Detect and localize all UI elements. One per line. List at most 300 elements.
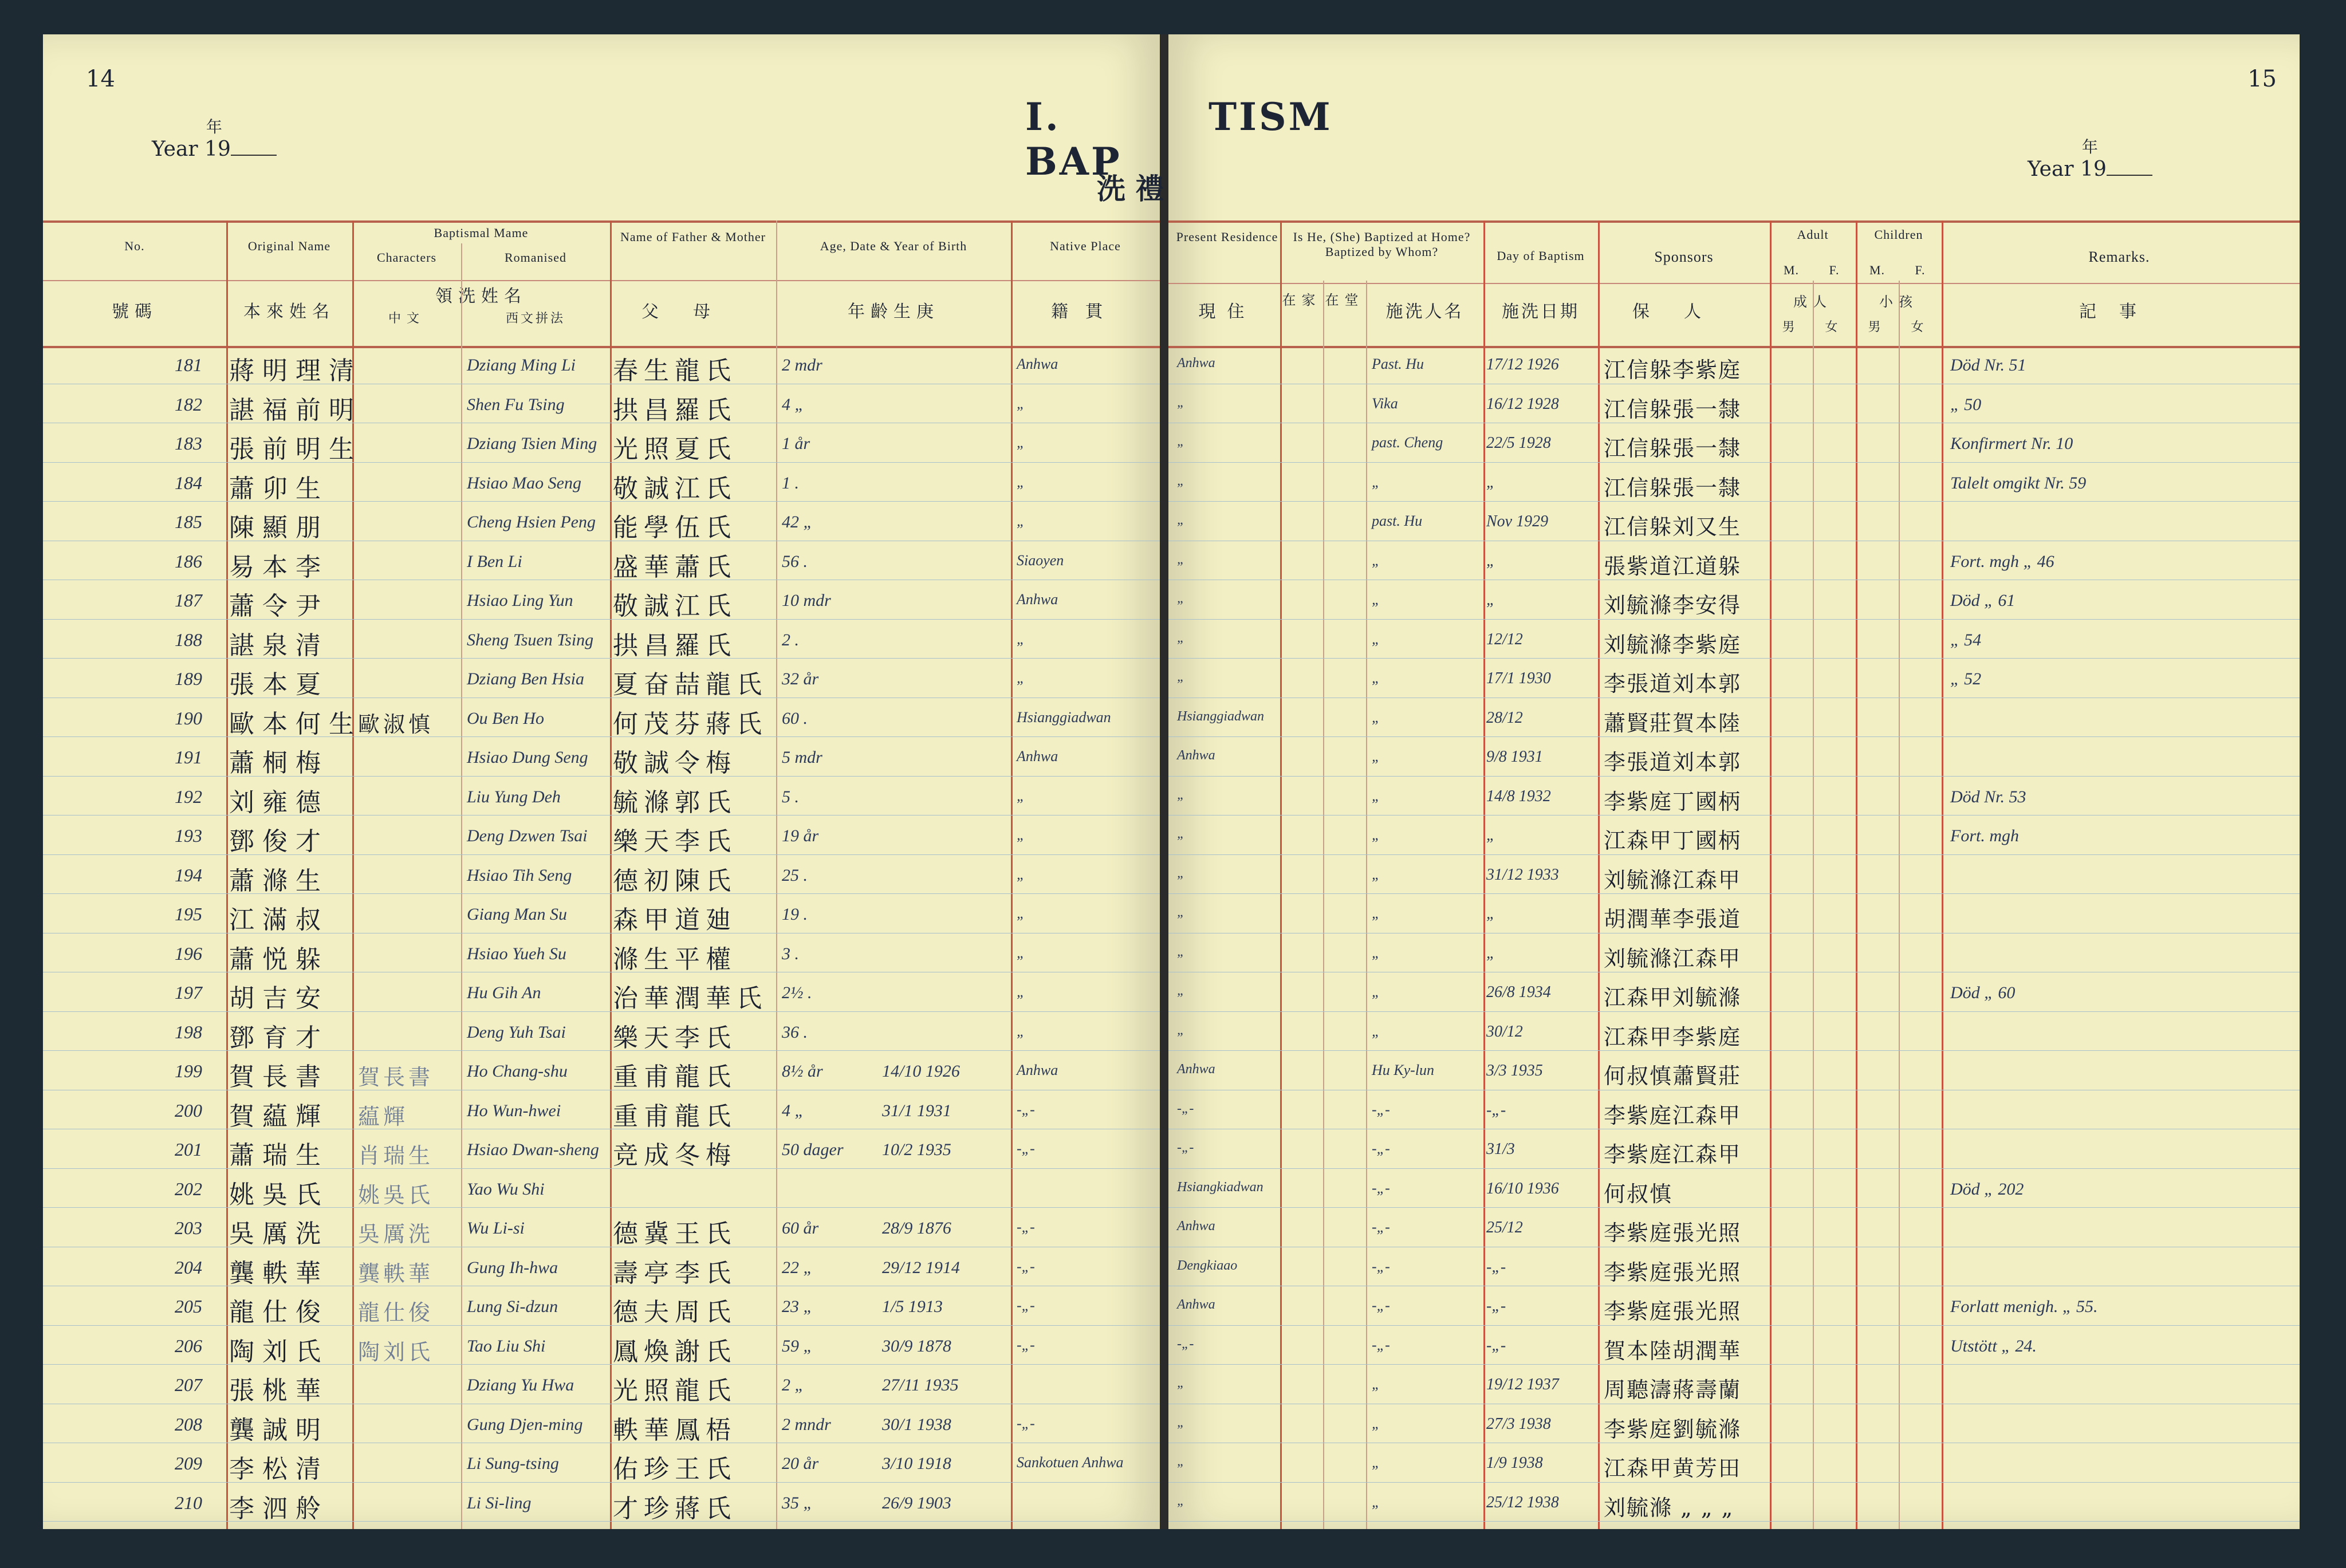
romanised-name: Sheng Tsuen Tsing (467, 630, 594, 649)
col-children-header: Children (1874, 227, 1923, 242)
present-residence: Anhwa (1177, 356, 1215, 371)
age: 20 år (782, 1454, 819, 1473)
baptism-day: „ (1486, 944, 1495, 962)
baptism-day: 3/3 1935 (1486, 1062, 1543, 1080)
original-name: 龔誠明 (229, 1415, 329, 1445)
birth-date: 26/9 1903 (882, 1493, 951, 1512)
romanised-name: Dziang Tsien Ming (467, 434, 597, 453)
col-parents-header-cn: 父母 (641, 302, 745, 322)
romanised-name: Li Sung-tsing (467, 1454, 559, 1473)
col-sponsors-header: Sponsors (1654, 249, 1714, 265)
present-residence: „ (1177, 1022, 1185, 1038)
original-name: 張前明生 (229, 435, 362, 464)
parents-names: 樂天李氏 (613, 1023, 737, 1053)
entry-number: 200 (175, 1100, 202, 1121)
present-residence: Anhwa (1177, 1219, 1215, 1234)
age: 4 „ (782, 395, 805, 414)
baptized-by: „ (1372, 1493, 1380, 1510)
native-place: Anhwa (1017, 1062, 1058, 1078)
parents-names: 重甫龍氏 (613, 1062, 737, 1092)
row-rule (43, 893, 1160, 894)
sponsors: 張紫道江道躲 (1604, 553, 1742, 579)
original-name: 李松清 (229, 1455, 329, 1484)
baptismal-characters: 吳厲洗 (358, 1222, 434, 1247)
original-name: 蕭瑞生 (229, 1141, 329, 1170)
original-name: 諶福前明 (229, 395, 362, 425)
remarks: „ 54 (1950, 630, 1982, 649)
row-rule (43, 1050, 1160, 1051)
native-place: Siaoyen (1017, 551, 1064, 569)
register-title-right: TISM (1209, 94, 1333, 139)
row-rule (43, 854, 1160, 855)
header-right (1168, 220, 2300, 348)
col-residence-header-cn: 現住 (1198, 302, 1256, 322)
romanised-name: Ho Wun-hwei (467, 1101, 561, 1120)
romanised-name: Li Si-ling (467, 1493, 532, 1512)
native-place: -„- (1017, 1297, 1035, 1314)
parents-names: 敬誠江氏 (613, 592, 737, 621)
sponsors: 何叔慎 (1604, 1181, 1673, 1207)
baptismal-characters: 姚吳氏 (358, 1182, 434, 1208)
original-name: 蕭卯生 (229, 474, 329, 503)
col-home-header-cn: 在家 (1282, 292, 1321, 308)
original-name: 刘雍德 (229, 787, 329, 817)
col-adult-header-cn: 成人 (1793, 294, 1832, 310)
col-date-header-cn: 施洗日期 (1502, 302, 1580, 322)
baptized-by: past. Cheng (1372, 434, 1443, 451)
romanised-name: Dziang Ben Hsia (467, 669, 584, 688)
remarks: Död „ 60 (1950, 983, 2016, 1002)
original-name: 張本夏 (229, 670, 329, 699)
left-page (43, 34, 1160, 1529)
age: 2 . (782, 630, 799, 649)
remarks: Konfirmert Nr. 10 (1950, 434, 2073, 453)
baptism-day: 14/8 1932 (1486, 787, 1551, 805)
present-residence: „ (1177, 1376, 1185, 1390)
parents-names: 德初陳氏 (613, 866, 737, 896)
sponsors: 江信躲張一隸 (1604, 436, 1742, 461)
row-rule (43, 658, 1160, 659)
present-residence: „ (1177, 1415, 1185, 1430)
entry-number: 185 (175, 511, 202, 532)
sponsors: 周聽濤蔣壽蘭 (1604, 1377, 1742, 1402)
baptized-by: „ (1372, 1022, 1380, 1039)
baptism-day: „ (1486, 551, 1495, 570)
baptism-day: „ (1486, 826, 1495, 844)
romanised-name: Dziang Yu Hwa (467, 1376, 574, 1394)
sponsors: 李紫庭劉毓滌 (1604, 1416, 1742, 1442)
parents-names: 軼華鳳梧 (613, 1415, 737, 1445)
baptismal-characters: 藴輝 (358, 1104, 409, 1129)
age: 35 „ (782, 1493, 813, 1512)
native-place: Anhwa (1017, 591, 1058, 608)
parents-names: 敬誠江氏 (613, 474, 737, 503)
sponsors: 李紫庭張光照 (1604, 1220, 1742, 1246)
entry-number: 192 (175, 786, 202, 807)
baptized-by: „ (1372, 865, 1380, 883)
row-rule (43, 736, 1160, 737)
age: 10 mdr (782, 591, 831, 610)
parents-names: 敬誠令梅 (613, 748, 737, 778)
parents-names: 鳳煥謝氏 (613, 1337, 737, 1366)
age: 60 år (782, 1219, 819, 1238)
col-children-female-cn: 女 (1911, 320, 1930, 334)
sponsors: 刘毓滌江森甲 (1604, 945, 1742, 971)
present-residence: „ (1177, 395, 1185, 410)
col-sponsors-header-cn: 保人 (1632, 302, 1735, 322)
row-rule (43, 1521, 1160, 1522)
sponsors: 江信躲張一隸 (1604, 475, 1742, 501)
birth-date: 29/12 1914 (882, 1258, 960, 1277)
entry-number: 198 (175, 1021, 202, 1042)
parents-names: 竞成冬梅 (613, 1141, 737, 1170)
col-romanised-header-cn: 西文拼法 (505, 312, 565, 326)
original-name: 龔軼華 (229, 1258, 329, 1288)
entry-number: 206 (175, 1335, 202, 1356)
sponsors: 江森甲丁國柄 (1604, 828, 1742, 853)
romanised-name: Wu Li-si (467, 1219, 525, 1238)
sponsors: 李紫庭張光照 (1604, 1259, 1742, 1285)
baptism-day: 16/12 1928 (1486, 395, 1559, 413)
present-residence: Anhwa (1177, 1297, 1215, 1312)
age: 60 . (782, 708, 808, 728)
romanised-name: Liu Yung Deh (467, 787, 561, 806)
row-rule (43, 776, 1160, 777)
book-gutter (1160, 34, 1168, 1529)
entry-number: 193 (175, 825, 202, 846)
baptism-day: 31/3 (1486, 1140, 1515, 1158)
baptismal-characters: 肖瑞生 (358, 1143, 434, 1168)
sponsors: 江信躲刘又生 (1604, 514, 1742, 539)
native-place: „ (1017, 395, 1025, 412)
parents-names: 樂天李氏 (613, 827, 737, 856)
year-label-cn: 年 (206, 117, 222, 136)
baptized-by: Hu Ky-lun (1372, 1062, 1435, 1078)
sponsors: 何叔慎蕭賢莊 (1604, 1063, 1742, 1089)
age: 59 „ (782, 1336, 813, 1356)
age: 25 . (782, 865, 808, 885)
register-title-left: I. BAP (1025, 94, 1122, 184)
baptized-by: „ (1372, 944, 1380, 961)
entry-number: 204 (175, 1256, 202, 1278)
baptism-day: 16/10 1936 (1486, 1179, 1559, 1197)
remarks: Utstött „ 24. (1950, 1336, 2037, 1356)
baptism-day: Nov 1929 (1486, 513, 1549, 530)
remarks: Talelt omgikt Nr. 59 (1950, 473, 2087, 493)
original-name: 江滿叔 (229, 905, 329, 935)
baptism-day: 9/8 1931 (1486, 748, 1543, 766)
romanised-name: Deng Dzwen Tsai (467, 826, 588, 845)
sponsors: 刘毓滌 „ „ „ (1604, 1495, 1734, 1520)
baptism-day: -„- (1486, 1297, 1506, 1315)
sponsors: 李紫庭丁國柄 (1604, 789, 1742, 814)
parents-names: 春生龍氏 (613, 356, 737, 385)
baptism-day: 17/12 1926 (1486, 356, 1559, 373)
age: 36 . (782, 1022, 808, 1042)
present-residence: Anhwa (1177, 748, 1215, 763)
native-place: „ (1017, 434, 1025, 451)
age: 50 dager (782, 1140, 844, 1159)
native-place: „ (1017, 905, 1025, 921)
col-children-male-cn: 男 (1868, 320, 1887, 334)
present-residence: „ (1177, 1493, 1185, 1508)
age: 2 „ (782, 1376, 805, 1394)
baptized-by: „ (1372, 787, 1380, 804)
baptized-by: „ (1372, 905, 1380, 921)
baptized-by: -„- (1372, 1336, 1390, 1353)
age: 23 „ (782, 1297, 813, 1316)
baptized-by: -„- (1372, 1297, 1390, 1314)
age: 2½ . (782, 983, 812, 1002)
col-native-header: Native Place (1050, 239, 1121, 253)
row-rule (43, 1011, 1160, 1012)
sponsors: 刘毓滌李紫庭 (1604, 632, 1742, 657)
present-residence: „ (1177, 591, 1185, 606)
baptized-by: „ (1372, 983, 1380, 1000)
baptismal-characters: 賀長書 (358, 1065, 434, 1090)
parents-names: 重甫龍氏 (613, 1101, 737, 1131)
baptized-by: past. Hu (1372, 513, 1423, 529)
baptized-by: „ (1372, 1454, 1380, 1471)
sponsors: 李紫庭江森甲 (1604, 1102, 1742, 1128)
baptized-by: -„- (1372, 1258, 1390, 1275)
col-adult-header: Adult (1797, 227, 1829, 242)
romanised-name: Cheng Hsien Peng (467, 513, 596, 531)
original-name: 蕭桐梅 (229, 748, 329, 778)
present-residence: Hsianggiadwan (1177, 708, 1265, 724)
col-remarks-header: Remarks. (2088, 249, 2150, 265)
baptism-day: „ (1486, 905, 1495, 923)
baptismal-characters: 陶刘氏 (358, 1339, 434, 1365)
present-residence: „ (1177, 905, 1185, 920)
entry-number: 195 (175, 904, 202, 924)
original-name: 賀長書 (229, 1062, 329, 1092)
baptized-by: „ (1372, 473, 1380, 490)
age: 22 „ (782, 1258, 813, 1277)
parents-names: 光照龍氏 (613, 1376, 737, 1405)
parents-names: 壽亭李氏 (613, 1258, 737, 1288)
age: 1 . (782, 473, 799, 493)
birth-date: 31/1 1931 (882, 1101, 951, 1120)
parents-names: 德夫周氏 (613, 1298, 737, 1327)
col-adult-female-cn: 女 (1825, 320, 1844, 334)
present-residence: „ (1177, 944, 1185, 959)
sponsors: 李紫庭江森甲 (1604, 1142, 1742, 1167)
entry-number: 199 (175, 1061, 202, 1081)
entry-number: 205 (175, 1296, 202, 1317)
remarks: Död Nr. 51 (1950, 356, 2026, 375)
present-residence: -„- (1177, 1140, 1194, 1155)
original-name: 諶泉清 (229, 631, 329, 660)
romanised-name: Hsiao Yueh Su (467, 944, 566, 963)
remarks: Död „ 61 (1950, 591, 2016, 610)
baptized-by: „ (1372, 826, 1380, 843)
entry-number: 186 (175, 550, 202, 572)
present-residence: „ (1177, 513, 1185, 527)
age: 42 „ (782, 513, 813, 531)
parents-names: 何茂芬蔣氏 (613, 709, 767, 739)
romanised-name: Gung Djen-ming (467, 1415, 583, 1434)
row-rule (43, 1168, 1160, 1169)
baptismal-characters: 龍仕俊 (358, 1300, 434, 1325)
remarks: Forlatt menigh. „ 55. (1950, 1297, 2098, 1316)
age: 1 år (782, 434, 810, 453)
entry-number: 194 (175, 864, 202, 885)
col-adult-f: F. (1829, 263, 1840, 277)
romanised-name: Ho Chang-shu (467, 1062, 568, 1081)
romanised-name: I Ben Li (467, 551, 522, 571)
original-name: 陶刘氏 (229, 1337, 329, 1366)
col-age-header-cn: 年齡生庚 (848, 302, 939, 322)
birth-date: 14/10 1926 (882, 1062, 960, 1081)
col-adult-m: M. (1783, 263, 1800, 277)
native-place: „ (1017, 944, 1025, 961)
romanised-name: Yao Wu Shi (467, 1179, 545, 1199)
romanised-name: Ou Ben Ho (467, 708, 544, 728)
baptized-by: Vika (1372, 395, 1398, 412)
romanised-name: Hu Gih An (467, 983, 541, 1002)
year-label: Year 19 (152, 137, 231, 161)
native-place: „ (1017, 1022, 1025, 1039)
native-place: „ (1017, 826, 1025, 843)
baptism-day: 1/9 1938 (1486, 1454, 1543, 1472)
col-age-header: Age, Date & Year of Birth (820, 239, 967, 253)
present-residence: „ (1177, 826, 1185, 841)
col-children-f: F. (1915, 263, 1926, 277)
birth-date: 30/1 1938 (882, 1415, 951, 1434)
right-page (1097, 34, 2300, 1529)
original-name: 蕭滌生 (229, 866, 329, 896)
baptism-day: „ (1486, 591, 1495, 609)
original-name: 李泗舲 (229, 1494, 329, 1523)
col-romanised-header: Romanised (505, 250, 566, 265)
present-residence: Anhwa (1177, 1062, 1215, 1077)
entry-number: 207 (175, 1374, 202, 1395)
baptized-by: „ (1372, 591, 1380, 608)
present-residence: „ (1177, 787, 1185, 802)
baptized-by: „ (1372, 1415, 1380, 1432)
baptized-by: -„- (1372, 1101, 1390, 1118)
romanised-name: Lung Si-dzun (467, 1297, 558, 1316)
age: 56 . (782, 551, 808, 571)
present-residence: „ (1177, 473, 1185, 488)
age: 5 . (782, 787, 799, 806)
baptized-by: -„- (1372, 1140, 1390, 1157)
row-rule (43, 619, 1160, 620)
col-no-header-cn: 號碼 (112, 302, 158, 322)
baptism-day: 12/12 (1486, 630, 1523, 648)
present-residence: „ (1177, 551, 1185, 567)
year-label-cn-right: 年 (2081, 137, 2098, 156)
row-rule (43, 501, 1160, 502)
col-no-header: No. (124, 239, 145, 253)
age: 19 . (782, 905, 808, 924)
parents-names: 拱昌羅氏 (613, 631, 737, 660)
romanised-name: Hsiao Ling Yun (467, 591, 573, 610)
col-church-header-cn: 在堂 (1325, 292, 1364, 308)
sponsors: 刘毓滌李安得 (1604, 593, 1742, 618)
baptized-by: Past. Hu (1372, 356, 1424, 372)
col-baptismal-name-header: Baptismal Mame (434, 226, 529, 240)
romanised-name: Hsiao Mao Seng (467, 473, 581, 493)
sponsors: 蕭賢莊賀本陸 (1604, 710, 1742, 736)
parents-names: 治華潤華氏 (613, 984, 767, 1013)
col-characters-header: Characters (376, 250, 437, 265)
remarks: Död Nr. 53 (1950, 787, 2026, 806)
baptism-day: 25/12 1938 (1486, 1493, 1559, 1511)
baptismal-characters: 歐淑慎 (358, 711, 434, 737)
original-name: 歐本何生 (229, 709, 362, 739)
baptized-by: „ (1372, 1376, 1380, 1392)
baptism-day: „ (1486, 473, 1495, 491)
baptized-by: -„- (1372, 1219, 1390, 1235)
sponsors: 賀本陸胡潤華 (1604, 1338, 1742, 1364)
present-residence: „ (1177, 1454, 1185, 1469)
remarks: Död „ 202 (1950, 1179, 2024, 1199)
native-place: -„- (1017, 1258, 1035, 1275)
col-day-header: Day of Baptism (1497, 249, 1585, 263)
original-name: 吳厲洗 (229, 1219, 329, 1248)
parents-names: 森甲道廸 (613, 905, 737, 935)
row-rule (43, 462, 1160, 463)
sponsors: 江森甲刘毓滌 (1604, 985, 1742, 1010)
romanised-name: Shen Fu Tsing (467, 395, 565, 414)
entry-number: 187 (175, 590, 202, 610)
baptism-day: 27/3 1938 (1486, 1415, 1551, 1433)
col-children-header-cn: 小孩 (1879, 294, 1918, 310)
present-residence: „ (1177, 669, 1185, 684)
native-place: -„- (1017, 1140, 1035, 1157)
parents-names: 光照夏氏 (613, 435, 737, 464)
original-name: 姚吳氏 (229, 1180, 329, 1210)
age: 3 . (782, 944, 799, 963)
sponsors: 江信躲李紫庭 (1604, 357, 1742, 383)
year-label-right: Year 19 (2028, 157, 2107, 181)
baptism-day: 26/8 1934 (1486, 983, 1551, 1001)
baptism-day: 22/5 1928 (1486, 434, 1551, 452)
col-native-header-cn: 籍貫 (1051, 302, 1120, 322)
native-place: Hsianggiadwan (1017, 708, 1111, 726)
row-rule (43, 1325, 1160, 1326)
sponsors: 李紫庭張光照 (1604, 1299, 1742, 1324)
native-place: „ (1017, 473, 1025, 490)
col-baptizer-header-cn: 施洗人名 (1385, 302, 1464, 322)
page-number-left: 14 (86, 66, 115, 92)
present-residence: Hsiangkiadwan (1177, 1179, 1263, 1195)
original-name: 張桃華 (229, 1376, 329, 1405)
col-original-name-header: Original Name (247, 239, 331, 253)
row-rule (43, 1482, 1160, 1483)
entry-number: 209 (175, 1453, 202, 1474)
native-place: „ (1017, 630, 1025, 647)
native-place: -„- (1017, 1336, 1035, 1353)
parents-names: 盛華蕭氏 (613, 552, 737, 582)
parents-names: 佑珍王氏 (613, 1455, 737, 1484)
age: 2 mndr (782, 1415, 831, 1434)
romanised-name: Hsiao Dung Seng (467, 748, 588, 767)
col-parents-header: Name of Father & Mother (620, 230, 766, 244)
baptized-by: „ (1372, 708, 1380, 726)
native-place: „ (1017, 669, 1025, 686)
romanised-name: Dziang Ming Li (467, 356, 576, 375)
original-name: 蔣明理清 (229, 356, 362, 385)
birth-date: 1/5 1913 (882, 1297, 943, 1316)
sponsors: 江信躲張一隸 (1604, 396, 1742, 422)
baptized-by: „ (1372, 630, 1380, 647)
entry-number: 189 (175, 668, 202, 689)
baptism-day: 28/12 (1486, 708, 1523, 727)
parents-names: 能學伍氏 (613, 513, 737, 542)
